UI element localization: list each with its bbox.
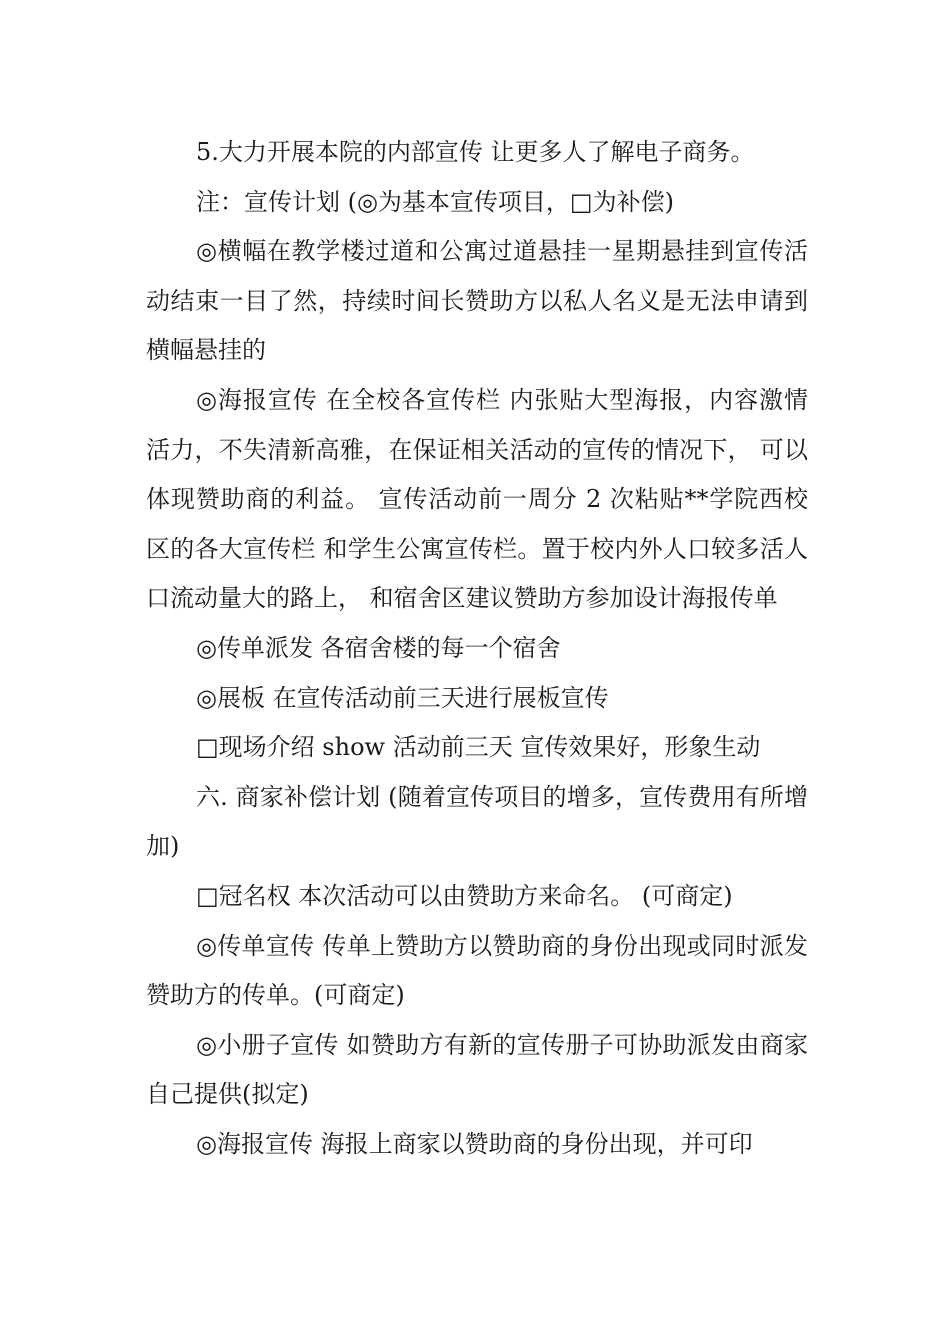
section-heading-merchant-compensation: 六. 商家补偿计划 (随着宣传项目的增多，宣传费用有所增加) (146, 782, 808, 861)
paragraph-onsite-show: □现场介绍 show 活动前三天 宣传效果好，形象生动 (196, 733, 761, 762)
paragraph-booklet-promotion: ◎小册子宣传 如赞助方有新的宣传册子可协助派发由商家自己提供(拟定) (146, 1030, 808, 1109)
paragraph-naming-rights: □冠名权 本次活动可以由赞助方来命名。 (可商定) (196, 881, 733, 910)
paragraph-promotion-plan-note: 注：宣传计划 (◎为基本宣传项目，□为补偿) (196, 187, 674, 216)
document-page (146, 128, 808, 1169)
paragraph-poster-promotion: ◎海报宣传 海报上商家以赞助商的身份出现，并可印 (196, 1129, 753, 1158)
paragraph-flyer-promotion: ◎传单宣传 传单上赞助方以赞助商的身份出现或同时派发赞助方的传单。(可商定) (146, 931, 808, 1010)
paragraph-banner: ◎横幅在教学楼过道和公寓过道悬挂一星期悬挂到宣传活动结束一目了然，持续时间长赞助方以私人名义是无法申请到横幅悬挂的 (146, 237, 808, 365)
paragraph-display-board: ◎展板 在宣传活动前三天进行展板宣传 (196, 683, 609, 712)
paragraph-flyer-distribution: ◎传单派发 各宿舍楼的每一个宿舍 (196, 633, 561, 662)
paragraph-poster: ◎海报宣传 在全校各宣传栏 内张贴大型海报，内容激情 活力，不失清新高雅，在保证相关活动的宣传的情况下， 可以体现赞助商的利益。 宣传活动前一周分 2 次粘贴**学院西校区的各大宣传栏 和学生公寓宣传栏。置于校内外人口较多活人口流动量大的路上， 和宿舍区建议赞助方参加设计海报传单 (146, 385, 808, 613)
paragraph-internal-promotion: 5.大力开展本院的内部宣传 让更多人了解电子商务。 (196, 138, 755, 166)
